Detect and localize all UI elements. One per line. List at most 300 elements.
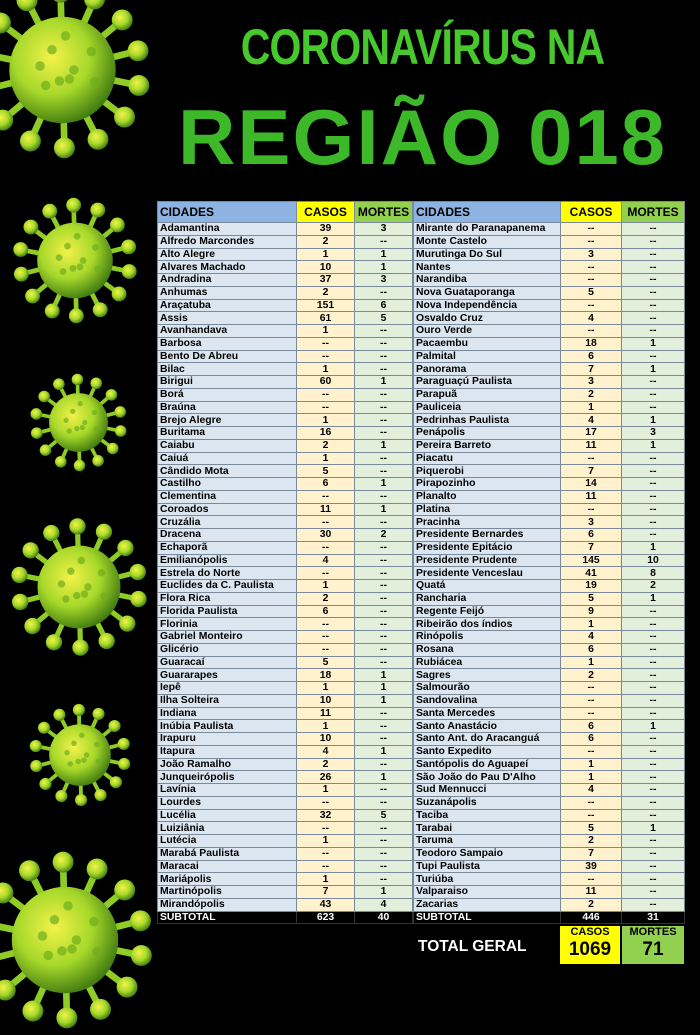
deaths-count: -- xyxy=(622,618,685,631)
virus-surface-dot xyxy=(61,31,71,41)
cases-count: -- xyxy=(297,643,355,656)
cases-count: 19 xyxy=(561,580,622,593)
deaths-count: -- xyxy=(355,452,413,465)
city-name: Parapuã xyxy=(414,388,561,401)
deaths-count: -- xyxy=(355,235,413,248)
deaths-count: -- xyxy=(355,350,413,363)
deaths-count: -- xyxy=(622,478,685,491)
table-row xyxy=(158,682,413,695)
virus-spike-tip xyxy=(56,1007,77,1028)
subtotal-label: SUBTOTAL xyxy=(158,911,297,924)
deaths-count: 1 xyxy=(622,592,685,605)
city-name: Caiabu xyxy=(158,439,297,452)
cases-count: -- xyxy=(297,401,355,414)
virus-spike-tip xyxy=(88,129,109,150)
cases-count: 1 xyxy=(297,452,355,465)
cases-count: 2 xyxy=(297,235,355,248)
cases-count: -- xyxy=(561,274,622,287)
cases-count: 1 xyxy=(561,618,622,631)
table-row xyxy=(414,503,685,516)
cases-count: -- xyxy=(561,745,622,758)
cases-count: 60 xyxy=(297,376,355,389)
cases-count: 43 xyxy=(297,898,355,911)
deaths-count: -- xyxy=(622,745,685,758)
cases-count: 14 xyxy=(561,478,622,491)
city-name: Estrela do Norte xyxy=(158,567,297,580)
city-name: Lourdes xyxy=(158,796,297,809)
virus-illustration xyxy=(26,370,131,475)
virus-spike-tip xyxy=(118,758,130,770)
cases-count: 4 xyxy=(561,784,622,797)
city-name: Iepê xyxy=(158,682,297,695)
deaths-count: 1 xyxy=(622,439,685,452)
deaths-count: -- xyxy=(622,643,685,656)
virus-surface-dot xyxy=(80,257,87,264)
virus-surface-dot xyxy=(71,741,77,747)
virus-spike-tip xyxy=(87,859,108,880)
city-name: Sandovalina xyxy=(414,694,561,707)
table-row xyxy=(414,643,685,656)
cases-count: 1 xyxy=(297,835,355,848)
virus-spike-tip xyxy=(42,204,57,219)
city-name: Palmital xyxy=(414,350,561,363)
virus-spike-tip xyxy=(93,302,108,317)
cases-count: 4 xyxy=(561,312,622,325)
cases-count: 11 xyxy=(297,503,355,516)
virus-spike-tip xyxy=(110,218,125,233)
table-row xyxy=(414,325,685,338)
table-row xyxy=(158,388,413,401)
cases-count: 10 xyxy=(297,694,355,707)
column-header-cidades: CIDADES xyxy=(414,202,561,223)
city-name: Rinópolis xyxy=(414,631,561,644)
city-name: Barbosa xyxy=(158,337,297,350)
city-name: Santa Mercedes xyxy=(414,707,561,720)
virus-surface-dot xyxy=(94,265,101,272)
virus-surface-dot xyxy=(56,254,63,261)
city-name: Alfredo Marcondes xyxy=(158,235,297,248)
deaths-count: 1 xyxy=(355,771,413,784)
table-row xyxy=(158,605,413,618)
deaths-count: -- xyxy=(622,898,685,911)
deaths-count: -- xyxy=(622,223,685,236)
table-row xyxy=(414,605,685,618)
title-line-1: CORONAVÍRUS NA xyxy=(199,18,646,76)
table-row xyxy=(414,898,685,911)
cases-count: 61 xyxy=(297,312,355,325)
cases-count: -- xyxy=(297,516,355,529)
virus-surface-dot xyxy=(60,268,67,275)
cases-count: 4 xyxy=(297,554,355,567)
table-row xyxy=(158,503,413,516)
virus-spike-tip xyxy=(92,455,104,467)
cases-count: -- xyxy=(297,847,355,860)
city-name: Murutinga Do Sul xyxy=(414,248,561,261)
deaths-count: -- xyxy=(355,427,413,440)
table-row xyxy=(414,592,685,605)
cases-count: 7 xyxy=(561,541,622,554)
virus-spike-tip xyxy=(117,977,138,998)
virus-surface-dot xyxy=(55,76,65,86)
table-row xyxy=(158,580,413,593)
city-name: Guararapes xyxy=(158,669,297,682)
city-name: Buritama xyxy=(158,427,297,440)
deaths-count: -- xyxy=(622,376,685,389)
cases-count: 2 xyxy=(561,669,622,682)
city-name: Bento De Abreu xyxy=(158,350,297,363)
city-name: Bilac xyxy=(158,363,297,376)
column-header-casos: CASOS xyxy=(297,202,355,223)
cases-count: 2 xyxy=(297,758,355,771)
table-row xyxy=(414,350,685,363)
table-row xyxy=(414,771,685,784)
virus-spike-tip xyxy=(128,40,149,61)
city-name: Pauliceia xyxy=(414,401,561,414)
cases-count: 1 xyxy=(297,248,355,261)
city-name: Inúbia Paulista xyxy=(158,720,297,733)
table-row xyxy=(158,261,413,274)
cases-count: 5 xyxy=(561,592,622,605)
deaths-count: -- xyxy=(355,541,413,554)
cases-count: -- xyxy=(561,873,622,886)
subtotal-cases: 623 xyxy=(297,911,355,924)
table-row xyxy=(414,376,685,389)
deaths-count: -- xyxy=(355,580,413,593)
virus-spike-tip xyxy=(128,75,149,96)
virus-surface-dot xyxy=(82,420,87,425)
virus-surface-dot xyxy=(69,65,79,75)
city-name: Araçatuba xyxy=(158,299,297,312)
deaths-count: -- xyxy=(355,337,413,350)
table-row xyxy=(158,592,413,605)
virus-surface-dot xyxy=(67,428,72,433)
virus-spike-tip xyxy=(69,308,84,323)
virus-spike-tip xyxy=(110,776,122,788)
deaths-count: -- xyxy=(622,873,685,886)
table-row xyxy=(414,427,685,440)
virus-spike-tip xyxy=(40,444,52,456)
city-name: Lucélia xyxy=(158,809,297,822)
city-name: Mirante do Paranapanema xyxy=(414,223,561,236)
city-name: Sud Mennucci xyxy=(414,784,561,797)
deaths-count: -- xyxy=(622,796,685,809)
deaths-count: -- xyxy=(622,771,685,784)
city-name: Adamantina xyxy=(158,223,297,236)
deaths-count: -- xyxy=(355,401,413,414)
virus-spike-tip xyxy=(114,880,135,901)
deaths-count: -- xyxy=(355,363,413,376)
deaths-count: -- xyxy=(622,350,685,363)
deaths-count: -- xyxy=(622,809,685,822)
city-name: Narandiba xyxy=(414,274,561,287)
virus-surface-dot xyxy=(92,947,102,957)
cases-count: 6 xyxy=(561,529,622,542)
city-name: Regente Feijó xyxy=(414,605,561,618)
virus-spike-tip xyxy=(55,456,67,468)
deaths-count: 1 xyxy=(355,886,413,899)
deaths-count: 1 xyxy=(355,376,413,389)
deaths-count: 1 xyxy=(355,503,413,516)
deaths-count: -- xyxy=(355,618,413,631)
city-name: Caiuá xyxy=(158,452,297,465)
city-name: Luiziânia xyxy=(158,822,297,835)
total-deaths-value: 71 xyxy=(622,939,684,961)
city-name: Braúna xyxy=(158,401,297,414)
virus-surface-dot xyxy=(43,951,53,961)
city-name: Quatá xyxy=(414,580,561,593)
virus-spike-tip xyxy=(24,618,40,634)
city-name: Pacaembu xyxy=(414,337,561,350)
virus-spike-tip xyxy=(11,567,27,583)
table-header-row xyxy=(414,202,685,223)
city-name: Lutécia xyxy=(158,835,297,848)
table-row xyxy=(158,401,413,414)
city-name: Presidente Bernardes xyxy=(414,529,561,542)
cases-count: 37 xyxy=(297,274,355,287)
deaths-count: -- xyxy=(355,592,413,605)
deaths-count: 2 xyxy=(622,580,685,593)
deaths-count: 3 xyxy=(622,427,685,440)
virus-spike-tip xyxy=(130,564,146,580)
deaths-count: 1 xyxy=(355,248,413,261)
virus-surface-dot xyxy=(64,750,70,756)
virus-spike-tip xyxy=(23,542,39,558)
cases-count: -- xyxy=(297,337,355,350)
deaths-count: -- xyxy=(355,554,413,567)
table-row xyxy=(414,337,685,350)
table-row xyxy=(158,465,413,478)
city-name: Osvaldo Cruz xyxy=(414,312,561,325)
virus-spike-tip xyxy=(30,740,42,752)
cases-count: 39 xyxy=(561,860,622,873)
virus-spike-tip xyxy=(131,945,152,966)
cases-count: -- xyxy=(561,707,622,720)
deaths-count: -- xyxy=(355,516,413,529)
cases-count: 18 xyxy=(561,337,622,350)
deaths-count: 1 xyxy=(622,720,685,733)
virus-spike-tip xyxy=(45,304,60,319)
deaths-count: -- xyxy=(622,516,685,529)
deaths-count: 1 xyxy=(355,682,413,695)
city-name: Platina xyxy=(414,503,561,516)
city-name: Indiana xyxy=(158,707,297,720)
cases-count: 2 xyxy=(297,439,355,452)
virus-spike-tip xyxy=(38,722,50,734)
city-name: Marabá Paulista xyxy=(158,847,297,860)
virus-surface-dot xyxy=(73,592,80,599)
city-name: Cândido Mota xyxy=(158,465,297,478)
cases-count: 1 xyxy=(561,758,622,771)
cases-count: 41 xyxy=(561,567,622,580)
deaths-count: -- xyxy=(622,835,685,848)
cases-count: 30 xyxy=(297,529,355,542)
virus-surface-dot xyxy=(87,47,97,57)
city-name: Andradina xyxy=(158,274,297,287)
cases-count: 1 xyxy=(297,363,355,376)
table-row xyxy=(414,388,685,401)
table-row xyxy=(158,847,413,860)
cases-count: 5 xyxy=(561,822,622,835)
cases-count: 11 xyxy=(561,439,622,452)
virus-surface-dot xyxy=(92,244,99,251)
total-geral-label: TOTAL GERAL xyxy=(418,938,558,956)
city-name: Coroados xyxy=(158,503,297,516)
city-name: Paraguaçú Paulista xyxy=(414,376,561,389)
table-row xyxy=(414,809,685,822)
deaths-count: -- xyxy=(622,235,685,248)
virus-spike-tip xyxy=(19,860,40,881)
deaths-count: 1 xyxy=(622,337,685,350)
city-name: Ribeirão dos índios xyxy=(414,618,561,631)
table-row xyxy=(158,631,413,644)
virus-spike-tip xyxy=(14,267,29,282)
city-name: Ilha Solteira xyxy=(158,694,297,707)
deaths-count: -- xyxy=(622,847,685,860)
city-name: Presidente Epitácio xyxy=(414,541,561,554)
table-row xyxy=(158,248,413,261)
table-row xyxy=(414,669,685,682)
virus-spike-tip xyxy=(75,794,87,806)
cases-count: -- xyxy=(561,796,622,809)
deaths-count: -- xyxy=(355,605,413,618)
city-name: Clementina xyxy=(158,490,297,503)
city-name: Panorama xyxy=(414,363,561,376)
virus-spike-tip xyxy=(31,408,43,420)
deaths-count: 1 xyxy=(355,261,413,274)
virus-spike-tip xyxy=(55,790,67,802)
cases-count: 151 xyxy=(297,299,355,312)
city-name: Sagres xyxy=(414,669,561,682)
cases-count: -- xyxy=(561,682,622,695)
virus-spike-tip xyxy=(74,460,86,472)
deaths-count: 1 xyxy=(355,439,413,452)
cases-count: -- xyxy=(297,490,355,503)
deaths-count: -- xyxy=(355,707,413,720)
city-name: Nova Guataporanga xyxy=(414,286,561,299)
deaths-count: -- xyxy=(622,286,685,299)
deaths-count: -- xyxy=(355,414,413,427)
city-name: Junqueirópolis xyxy=(158,771,297,784)
column-header-casos: CASOS xyxy=(561,202,622,223)
city-name: Itapura xyxy=(158,745,297,758)
deaths-count: -- xyxy=(622,694,685,707)
table-header-row xyxy=(158,202,413,223)
cases-count: 6 xyxy=(297,478,355,491)
city-name: Alvares Machado xyxy=(158,261,297,274)
cases-count: 26 xyxy=(297,771,355,784)
virus-spike-tip xyxy=(54,137,75,158)
subtotal-label: SUBTOTAL xyxy=(414,911,561,924)
table-row xyxy=(158,439,413,452)
table-row xyxy=(158,771,413,784)
cases-count: 1 xyxy=(561,401,622,414)
table-row xyxy=(158,656,413,669)
virus-spike-tip xyxy=(12,594,28,610)
cases-count: 1 xyxy=(561,771,622,784)
virus-spike-tip xyxy=(118,738,130,750)
cases-count: 2 xyxy=(297,592,355,605)
table-row xyxy=(158,490,413,503)
table-row xyxy=(414,554,685,567)
city-name: Santópolis do Aguapeí xyxy=(414,758,561,771)
city-name: Taciba xyxy=(414,809,561,822)
cases-count: 1 xyxy=(297,580,355,593)
deaths-count: -- xyxy=(355,860,413,873)
virus-surface-dot xyxy=(79,733,85,739)
virus-spike-tip xyxy=(114,107,135,128)
subtotal-deaths: 31 xyxy=(622,911,685,924)
city-name: Piacatu xyxy=(414,452,561,465)
city-name: Ouro Verde xyxy=(414,325,561,338)
city-name: Flora Rica xyxy=(158,592,297,605)
virus-surface-dot xyxy=(98,569,105,576)
cases-count: 6 xyxy=(561,643,622,656)
city-name: Avanhandava xyxy=(158,325,297,338)
table-row xyxy=(414,860,685,873)
deaths-count: 1 xyxy=(622,822,685,835)
deaths-count: -- xyxy=(355,325,413,338)
virus-surface-dot xyxy=(47,45,57,55)
table-row xyxy=(158,516,413,529)
cases-count: 1 xyxy=(297,325,355,338)
deaths-count: -- xyxy=(355,465,413,478)
deaths-count: 6 xyxy=(355,299,413,312)
virus-spike-tip xyxy=(39,778,51,790)
city-name: Anhumas xyxy=(158,286,297,299)
city-name: Nantes xyxy=(414,261,561,274)
deaths-count: -- xyxy=(355,822,413,835)
cases-count: 3 xyxy=(561,376,622,389)
city-name: Florinia xyxy=(158,618,297,631)
city-name: Lavínia xyxy=(158,784,297,797)
table-row xyxy=(158,286,413,299)
table-row xyxy=(414,223,685,236)
city-name: Mariápolis xyxy=(158,873,297,886)
table-row xyxy=(414,248,685,261)
table-row xyxy=(414,439,685,452)
deaths-count: 2 xyxy=(355,529,413,542)
city-name: João Ramalho xyxy=(158,758,297,771)
virus-surface-dot xyxy=(90,77,100,87)
city-name: Salmourão xyxy=(414,682,561,695)
virus-spike-tip xyxy=(112,10,133,31)
table-row xyxy=(414,835,685,848)
virus-surface-dot xyxy=(64,243,71,250)
city-name: Birigui xyxy=(158,376,297,389)
deaths-count: -- xyxy=(622,261,685,274)
deaths-count: -- xyxy=(355,758,413,771)
virus-surface-dot xyxy=(74,426,79,431)
virus-spike-tip xyxy=(106,389,118,401)
virus-surface-dot xyxy=(76,759,82,765)
cases-count: 7 xyxy=(561,363,622,376)
city-name: Euclides da C. Paulista xyxy=(158,580,297,593)
virus-spike-tip xyxy=(46,634,62,650)
subtotal-cases: 446 xyxy=(561,911,622,924)
virus-spike-tip xyxy=(66,198,81,213)
city-name: Santo Expedito xyxy=(414,745,561,758)
deaths-count: -- xyxy=(622,605,685,618)
virus-surface-dot xyxy=(63,418,68,423)
cases-count: 145 xyxy=(561,554,622,567)
virus-spike-tip xyxy=(121,239,136,254)
cases-count: -- xyxy=(297,860,355,873)
city-name: Piquerobi xyxy=(414,465,561,478)
city-name: Martinópolis xyxy=(158,886,297,899)
city-name: Gabriel Monteiro xyxy=(158,631,297,644)
cases-count: 2 xyxy=(561,388,622,401)
city-name: Cruzália xyxy=(158,516,297,529)
